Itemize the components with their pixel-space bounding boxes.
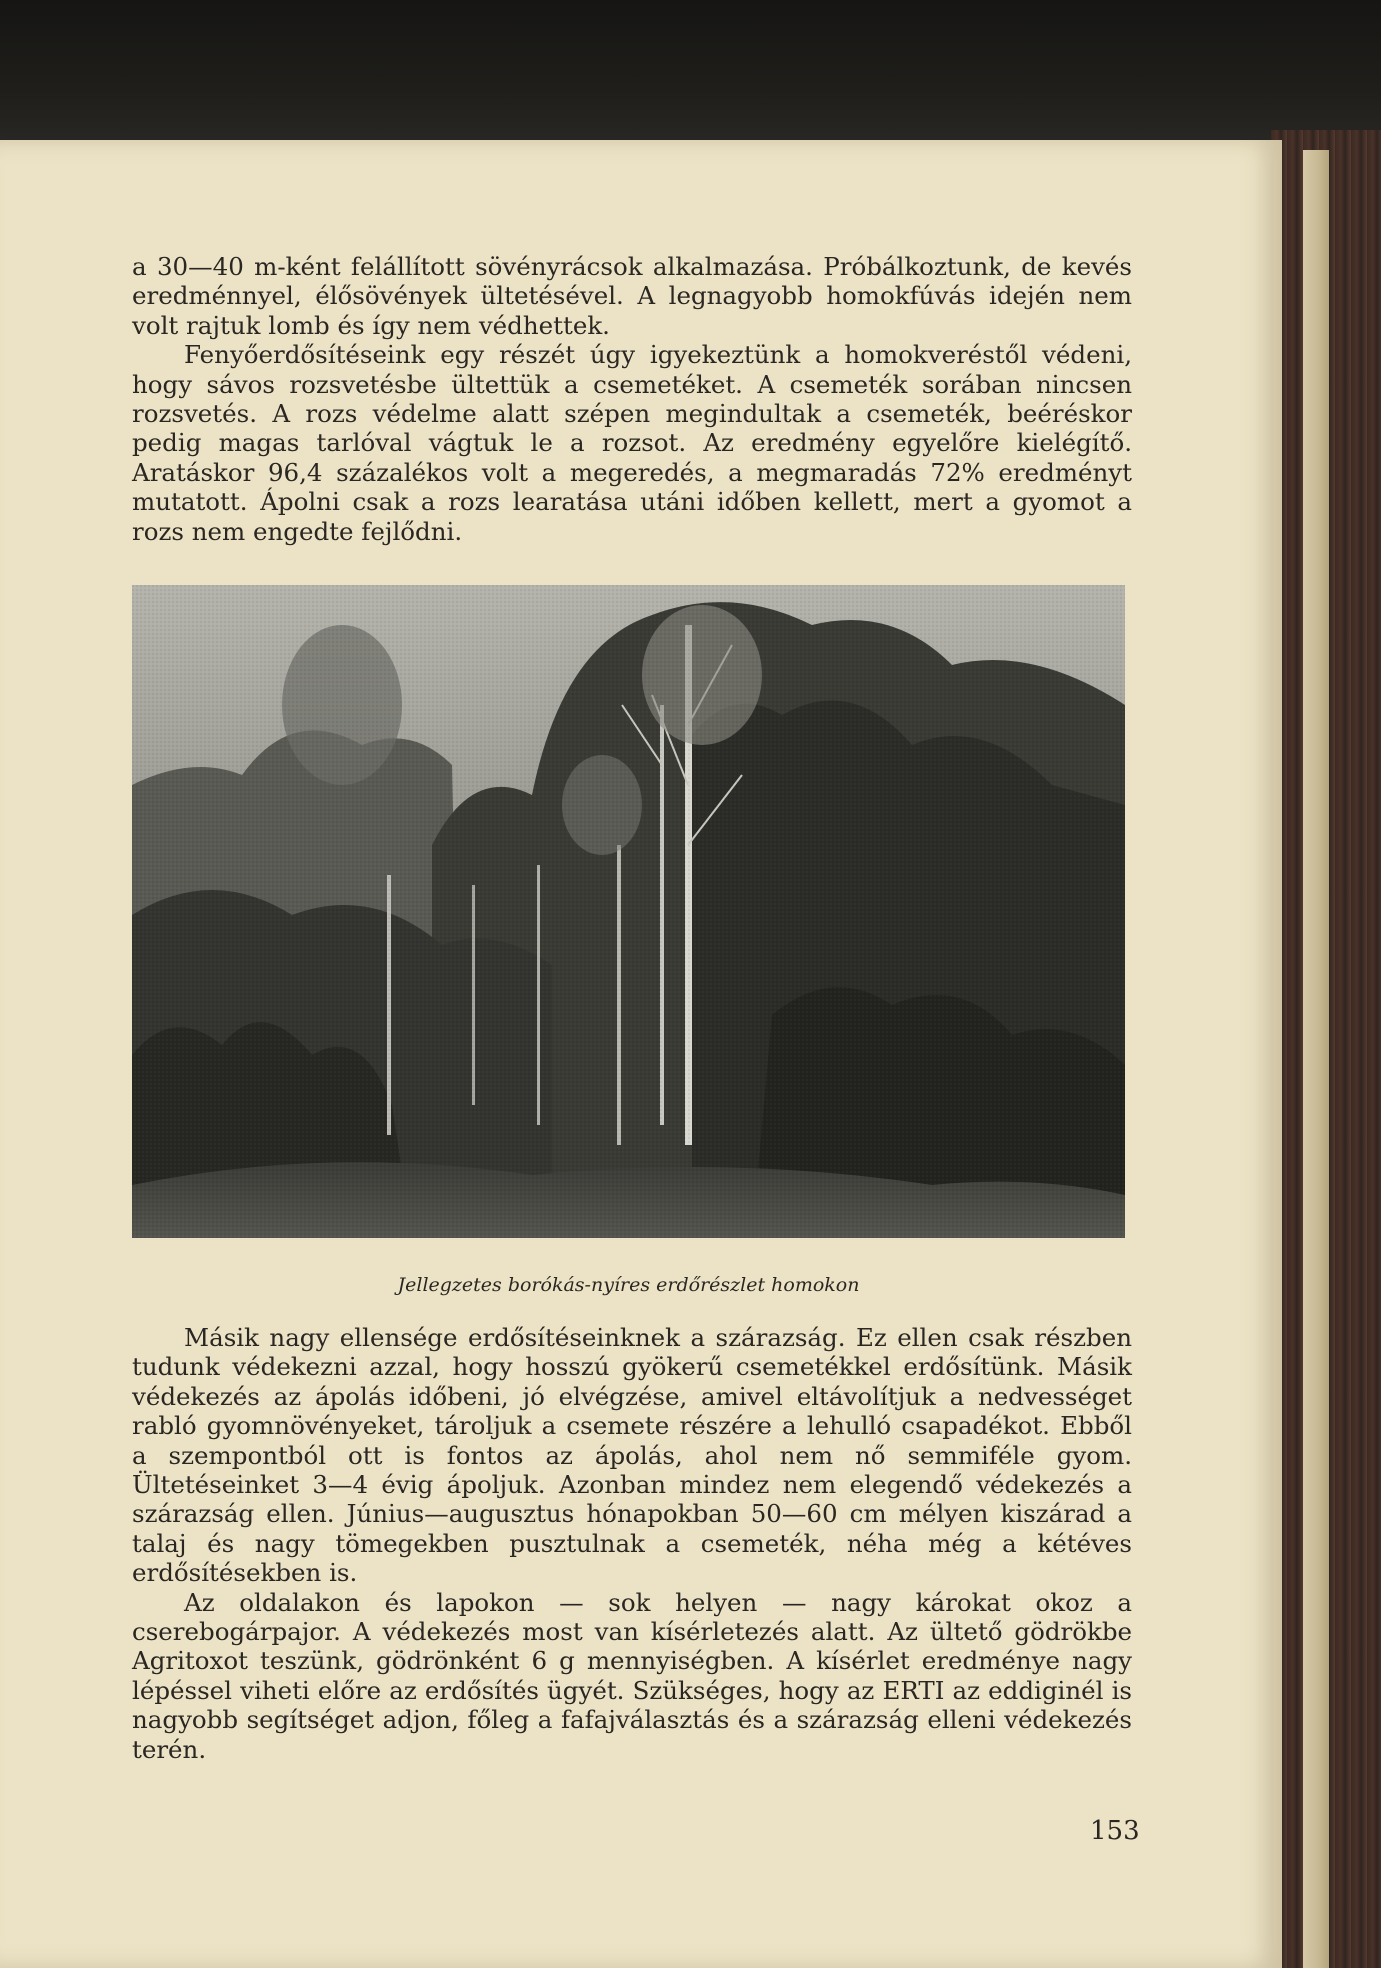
top-text-block [132, 252, 1132, 546]
scan-background [0, 0, 1381, 150]
forest-photo-icon [132, 585, 1125, 1238]
paragraph: Az oldalakon és lapokon — sok helyen — nagy károkat okoz a cserebogárpajor. A védekezés most van kísérletezés alatt. Az ültető gödrökbe Agritoxot teszünk, gödrönként 6 g mennyiségben. A kísérlet eredménye nagy lépéssel viheti előre az erdősítés ügyét. Szükséges, hogy az ERTI az eddiginél is nagyobb segítséget adjon, főleg a fafajválasztás és a szárazság elleni védekezés terén. [132, 1587, 1132, 1764]
photo-caption: Jellegzetes borókás-nyíres erdőrészlet homokon [397, 1274, 860, 1296]
page-edges [1303, 150, 1329, 1968]
forest-photo [132, 585, 1125, 1238]
page-number: 153 [1090, 1816, 1140, 1846]
paragraph: Fenyőerdősítéseink egy részét úgy igyekeztünk a homokveréstől védeni, hogy sávos rozsvetésbe ültettük a csemetéket. A csemeték sorában nincsen rozsvetés. A rozs védelme alatt szépen megindultak a csemeték, beéréskor pedig magas tarlóval vágtuk le a rozsot. Az eredmény egyelőre kielégítő. Aratáskor 96,4 százalékos volt a megeredés, a megmaradás 72% eredményt mutatott. Ápolni csak a rozs learatása utáni időben kellett, mert a gyomot a rozs nem engedte fejlődni. [132, 340, 1132, 546]
book-page [0, 140, 1282, 1968]
paragraph: Másik nagy ellensége erdősítéseinknek a szárazság. Ez ellen csak részben tudunk védekezni azzal, hogy hosszú gyökerű csemetékkel erdősítünk. Másik védekezés az ápolás időbeni, jó elvégzése, amivel eltávolítjuk a nedvességet rabló gyomnövényeket, tároljuk a csemete részére a lehulló csapadékot. Ebből a szempontból ott is fontos az ápolás, ahol nem nő semmiféle gyom. Ültetéseinket 3—4 évig ápoljuk. Azonban mindez nem elegendő védekezés a szárazság ellen. Június—augusztus hónapokban 50—60 cm mélyen kiszárad a talaj és nagy tömegekben pusztulnak a csemeték, néha még a kétéves erdősítésekben is. [132, 1323, 1132, 1588]
paragraph: a 30—40 m-ként felállított sövényrácsok alkalmazása. Próbálkoztunk, de kevés eredménnyel, élősövények ültetésével. A legnagyobb homokfúvás idején nem volt rajtuk lomb és így nem védhettek. [132, 252, 1132, 340]
bottom-text-block [132, 1323, 1132, 1764]
